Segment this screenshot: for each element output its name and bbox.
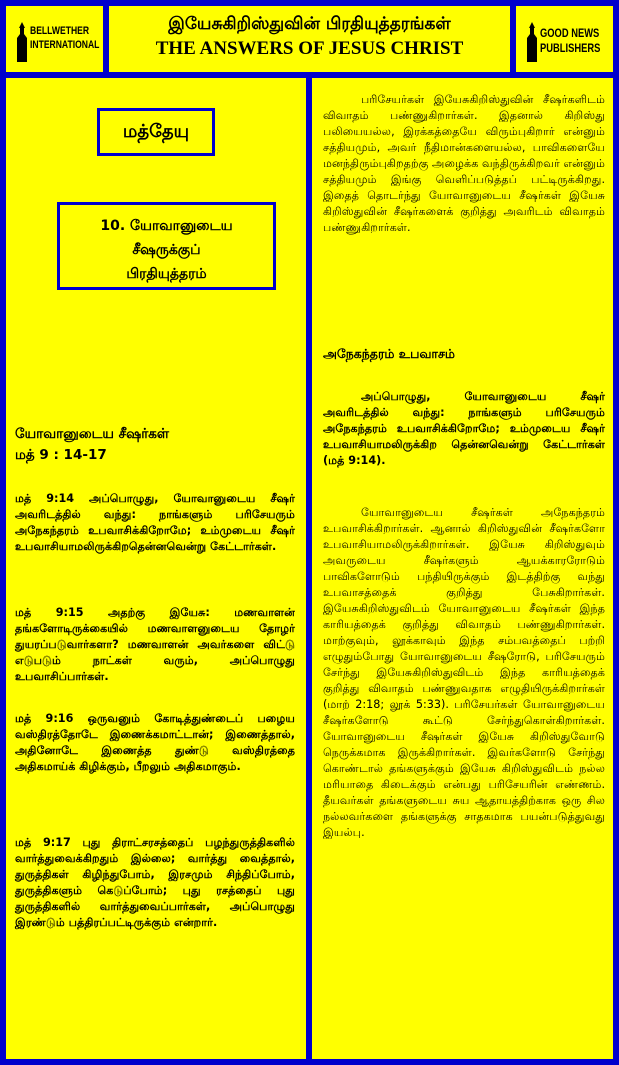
publisher-logo-left xyxy=(3,3,106,75)
scripture-reference xyxy=(15,424,295,466)
logo-left-line1: BELLWETHER xyxy=(30,25,90,37)
page-title-tamil: இயேசுகிறிஸ்துவின் பிரதியுத்தரங்கள் xyxy=(168,14,451,34)
reference-title: யோவானுடைய சீஷர்கள் xyxy=(15,426,170,442)
section-heading: அநேகந்தரம் உபவாசம் xyxy=(323,346,455,361)
verse-9-15: மத் 9:15 அதற்கு இயேசு: மணவாளன் தங்களோடிருக்கையில் மணவாளனுடைய தோழர் துயரப்படுவார்களா? மணவாளன் அவர்களை விட்டு எடுபடும் நாட்கள் வரும், அப்பொழுது உபவாசிப்பார்கள். xyxy=(15,606,295,683)
logo-right-line2: PUBLISHERS xyxy=(540,41,601,55)
book-title: மத்தேயு xyxy=(97,108,215,156)
verse-9-14: மத் 9:14 அப்பொழுது, யோவானுடைய சீஷர் அவரிடத்தில் வந்து: நாங்களும் பரிசேயரும் அநேகந்தரம் உபவாசிக்கிறோமே; உம்முடைய சீஷர் உபவாசியாமலிருக்கிறதென்னவென்று கேட்டார்கள். xyxy=(15,492,295,553)
chapter-title-line2: சீஷருக்குப் xyxy=(132,242,201,258)
body-paragraph: யோவானுடைய சீஷர்கள் அநேகந்தரம் உபவாசிக்கிறார்கள். ஆனால் கிறிஸ்துவின் சீஷர்களோ உபவாசியாமலிருக்கிறார்கள். இயேசு கிறிஸ்துவும் அவருடைய சீஷர்களும் ஆயக்காரரோடும் பாவிகளோடும் பந்தியிருக்கும் இடத்திற்கு வந்து உபவாசத்தைக் குறித்து பேசுகிறார்கள். இயேசுகிறிஸ்துவிடம் யோவானுடைய சீஷர்கள் இந்த காரியத்தைக் குறித்து விவாதம் பண்ணுகிறார்கள். மாற்குவும், லூக்காவும் இந்த சம்பவத்தைப் பற்றி எழுதும்போது யோவானுடைய சீஷரோடு, பரிசேயரும் சேர்ந்து இயேசுகிறிஸ்துவிடம் இந்த காரியத்தைக் குறித்து விவாதம் பண்ணுவதாக எழுதியிருக்கிறார்கள் (மாற் 2:18; லூக் 5:33). பரிசேயர்கள் யோவானுடைய சீஷர்களோடு கூட்டு சேர்ந்துகொள்கிறார்கள். யோவானுடைய சீஷர்கள் இயேசு கிறிஸ்துவோடு நெருக்கமாக இருக்கிறார்கள். இவர்களோடு சேர்ந்து கொண்டால் தங்களுக்கும் இயேசு கிறிஸ்துவிடம் நல்ல மரியாதை கிடைக்கும் என்பது பரிசேயரின் எண்ணம். தீயவர்கள் தங்களுடைய சுய ஆதாயத்திற்காக ஒரு சில நல்லவர்களை தங்களுக்கு சாதகமாக பயன்படுத்துவது இயல்பு. xyxy=(323,506,605,839)
quote-paragraph: அப்பொழுது, யோவானுடைய சீஷர் அவரிடத்தில் வந்து: நாங்களும் பரிசேயரும் அநேகந்தரம் உபவாசிக்கிறோமே; உம்முடைய சீஷர் உபவாசியாமலிருக்கிற தென்னவென்று கேட்டார்கள் (மத் 9:14). xyxy=(323,390,605,467)
verse-9-16: மத் 9:16 ஒருவனும் கோடித்துண்டைப் பழைய வஸ்திரத்தோடே இணைக்கமாட்டான்; இணைத்தால், அதினோடே இணைத்த துண்டு வஸ்திரத்தை அதிகமாய்க் கிழிக்கும், பீறலும் அதிகமாகும். xyxy=(15,712,295,773)
logo-left-line2: INTERNATIONAL xyxy=(30,39,100,51)
reference-verse: மத் 9 : 14-17 xyxy=(15,447,107,463)
chapter-title-line1: 10. யோவானுடைய xyxy=(100,218,233,234)
bellwether-logo-icon xyxy=(16,22,28,62)
left-column xyxy=(3,75,309,1062)
logo-right-line1: GOOD NEWS xyxy=(540,26,600,40)
right-column xyxy=(309,75,616,1062)
chapter-title-line3: பிரதியுத்தரம் xyxy=(126,266,207,282)
intro-paragraph: பரிசேயர்கள் இயேசுகிறிஸ்துவின் சீஷர்களிடம் விவாதம் பண்ணுகிறார்கள். இதனால் கிறிஸ்து பலியையல்ல, இரக்கத்தையே விரும்புகிறார் என்னும் சத்தியமும், அவர் நீதிமான்களையல்ல, பாவிகளையே மனந்திரும்புகிறதற்கு அழைக்க வந்திருக்கிறவர் என்னும் சத்தியமும் இங்கு வெளிப்படுத்தப் பட்டிருக்கிறது. இதைத் தொடர்ந்து யோவானுடைய சீஷர்கள் இயேசு கிறிஸ்துவின் சீஷர்களைக் குறித்து அவரிடம் விவாதம் பண்ணுகிறார்கள். xyxy=(323,93,605,234)
chapter-title xyxy=(57,202,276,290)
title-box xyxy=(106,3,513,75)
page-title-english: THE ANSWERS OF JESUS CHRIST xyxy=(155,38,464,59)
publisher-logo-right xyxy=(513,3,616,75)
good-news-logo-icon xyxy=(526,22,538,62)
verse-9-17: மத் 9:17 புது திராட்சரசத்தைப் பழந்துருத்திகளில் வார்த்துவைக்கிறதும் இல்லை; வார்த்து வைத்தால், துருத்திகள் கிழிந்துபோம், இரசமும் சிந்திப்போம், துருத்திகளும் கெடுப்போம்; புது ரசத்தைப் புது துருத்திகளில் வார்த்துவைப்பார்கள், அப்பொழுது இரண்டும் பத்திரப்பட்டிருக்கும் என்றார். xyxy=(15,836,295,929)
